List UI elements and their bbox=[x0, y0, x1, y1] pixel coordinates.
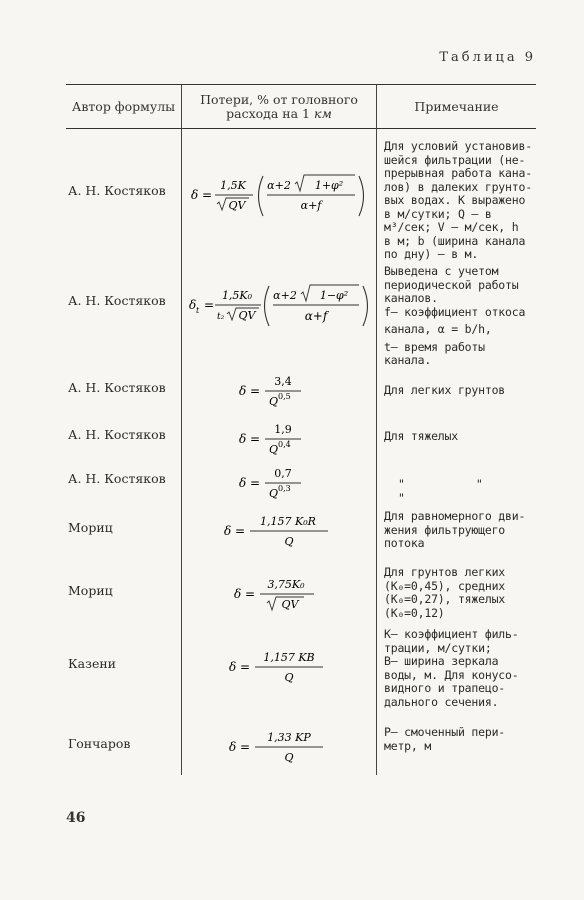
row-1-note bbox=[384, 140, 534, 262]
row-9-formula bbox=[182, 718, 376, 778]
row-1-num: 1,5K bbox=[220, 179, 246, 192]
row-8-note-line: B— ширина зеркала bbox=[384, 654, 499, 668]
row-2-bden: α+f bbox=[304, 309, 328, 323]
row-3-eq: = bbox=[250, 384, 261, 398]
row-1-bnum-rad: 1+φ² bbox=[314, 179, 344, 192]
row-6-author: Мориц bbox=[68, 520, 113, 535]
row-7-note bbox=[384, 566, 534, 620]
row-3-note: Для легких грунтов bbox=[384, 383, 506, 397]
row-2-den-pre: t₂ bbox=[217, 312, 225, 322]
header-losses bbox=[182, 90, 376, 124]
row-8-note bbox=[384, 628, 534, 709]
row-9-num: 1,33 KP bbox=[267, 731, 311, 744]
row-8-note-line: K— коэффициент филь- bbox=[384, 627, 519, 641]
header-losses-line1: Потери, % от головного bbox=[200, 92, 358, 107]
row-7-delta: δ bbox=[234, 587, 242, 601]
row-8-den: Q bbox=[284, 671, 294, 684]
row-6-eq: = bbox=[235, 524, 246, 538]
row-6-den: Q bbox=[284, 535, 294, 548]
row-5-author: А. Н. Костяков bbox=[68, 471, 166, 486]
row-5-note: " " " bbox=[398, 477, 515, 505]
row-3-exp: 0,5 bbox=[278, 392, 291, 401]
row-8-note-line: воды, м. Для конусо- bbox=[384, 667, 519, 682]
row-4-author: А. Н. Костяков bbox=[68, 427, 166, 442]
row-2-note-line: периодической работы bbox=[384, 277, 519, 292]
row-1-delta: δ bbox=[191, 188, 199, 202]
row-8-note-line: дального сечения. bbox=[384, 694, 499, 709]
row-9-eq: = bbox=[240, 740, 251, 754]
row-3-num: 3,4 bbox=[274, 375, 292, 388]
row-3-delta: δ bbox=[239, 384, 247, 398]
row-7-note-line: Для грунтов легких bbox=[384, 565, 506, 579]
row-4-exp: 0,4 bbox=[278, 440, 291, 449]
header-losses-line2: расхода на 1 bbox=[226, 106, 314, 121]
row-2-note-line: канала, α = b/h, bbox=[384, 322, 492, 336]
row-1-note-line: в м/сутки; Q — в bbox=[384, 206, 492, 221]
row-1-note-line: по дну) — в м. bbox=[384, 247, 479, 261]
row-6-delta: δ bbox=[224, 524, 232, 538]
table-title: Таблица 9 bbox=[439, 50, 536, 65]
row-5-den: Q bbox=[269, 487, 279, 500]
row-2-author: А. Н. Костяков bbox=[68, 293, 166, 308]
column-divider-2 bbox=[376, 85, 377, 775]
row-6-note-line: потока bbox=[384, 536, 425, 550]
row-5-exp: 0,3 bbox=[278, 484, 291, 493]
table-header-rule bbox=[66, 128, 536, 129]
row-9-author: Гончаров bbox=[68, 736, 131, 751]
row-7-eq: = bbox=[245, 587, 256, 601]
row-6-note-line: Для равномерного дви- bbox=[384, 509, 526, 523]
row-5-num: 0,7 bbox=[274, 467, 292, 480]
row-6-num: 1,157 K₀R bbox=[260, 515, 316, 528]
row-6-note bbox=[384, 510, 534, 551]
row-2-note-line: t— время работы канала. bbox=[384, 339, 485, 367]
row-8-eq: = bbox=[240, 660, 251, 674]
row-8-note-line: трации, м/сутки; bbox=[384, 640, 492, 655]
row-1-formula bbox=[182, 166, 376, 226]
row-8-note-line: видного и трапецо- bbox=[384, 681, 506, 695]
row-2-note-line: Выведена с учетом bbox=[384, 264, 499, 278]
row-8-formula bbox=[182, 638, 376, 698]
row-7-author: Мориц bbox=[68, 583, 113, 598]
row-9-den: Q bbox=[284, 751, 294, 764]
row-7-formula bbox=[182, 565, 376, 625]
row-2-eq: = bbox=[204, 298, 215, 312]
row-9-delta: δ bbox=[229, 740, 237, 754]
row-6-note-line: жения фильтрующего bbox=[384, 522, 506, 537]
row-4-eq: = bbox=[250, 432, 261, 446]
header-author: Автор формулы bbox=[71, 99, 176, 114]
row-4-note: Для тяжелых bbox=[384, 429, 458, 443]
row-1-note-line: Для условий установив- bbox=[384, 139, 532, 153]
row-7-den: QV bbox=[281, 598, 299, 611]
header-note: Примечание bbox=[414, 99, 499, 114]
row-9-note-line: метр, м bbox=[384, 738, 432, 753]
row-1-eq: = bbox=[202, 188, 213, 202]
row-2-bnum: α+2 bbox=[273, 289, 297, 302]
row-4-num: 1,9 bbox=[274, 423, 292, 436]
row-2-delta: δ bbox=[189, 298, 197, 312]
row-1-note-line: шейся фильтрации (не- bbox=[384, 152, 526, 167]
row-7-note-line: (K₀=0,12) bbox=[384, 605, 445, 620]
row-7-note-line: (K₀=0,27), тяжелых bbox=[384, 592, 506, 606]
row-1-note-line: м³/сек; V — м/сек, h bbox=[384, 220, 519, 234]
header-losses-unit: км bbox=[313, 106, 332, 121]
row-2-note-line: каналов. bbox=[384, 291, 438, 305]
page-number: 46 bbox=[66, 810, 86, 826]
row-1-den: QV bbox=[228, 199, 246, 212]
row-7-num: 3,75K₀ bbox=[267, 578, 305, 591]
row-8-delta: δ bbox=[229, 660, 237, 674]
row-2-bnum-rad: 1−φ² bbox=[319, 289, 349, 302]
row-9-note-line: P— смоченный пери- bbox=[384, 725, 506, 739]
row-6-formula bbox=[182, 502, 376, 562]
row-5-delta: δ bbox=[239, 476, 247, 490]
row-7-note-line: (K₀=0,45), средних bbox=[384, 578, 506, 593]
row-4-delta: δ bbox=[239, 432, 247, 446]
row-3-den: Q bbox=[269, 395, 279, 408]
row-3-author: А. Н. Костяков bbox=[68, 380, 166, 395]
row-1-note-line: лов) в далеких грунто- bbox=[384, 179, 532, 194]
row-2-t-sub: t bbox=[196, 306, 200, 315]
row-2-note bbox=[384, 265, 534, 368]
row-5-eq: = bbox=[250, 476, 261, 490]
row-2-num: 1,5K₀ bbox=[221, 289, 253, 302]
row-2-den: QV bbox=[238, 309, 256, 322]
row-1-note-line: прерывная работа кана- bbox=[384, 166, 532, 180]
row-1-note-line: в м; b (ширина канала bbox=[384, 233, 526, 248]
row-2-formula bbox=[182, 276, 376, 336]
row-8-num: 1,157 KB bbox=[263, 651, 315, 664]
row-1-bnum: α+2 bbox=[267, 179, 291, 192]
row-1-author: А. Н. Костяков bbox=[68, 183, 166, 198]
row-4-den: Q bbox=[269, 443, 279, 456]
row-8-author: Казени bbox=[68, 656, 117, 671]
row-1-note-line: вых водах. K выражено bbox=[384, 193, 526, 207]
row-1-bden: α+f bbox=[300, 199, 322, 212]
row-2-note-line: f— коэффициент откоса bbox=[384, 304, 526, 319]
row-9-note bbox=[384, 726, 534, 753]
